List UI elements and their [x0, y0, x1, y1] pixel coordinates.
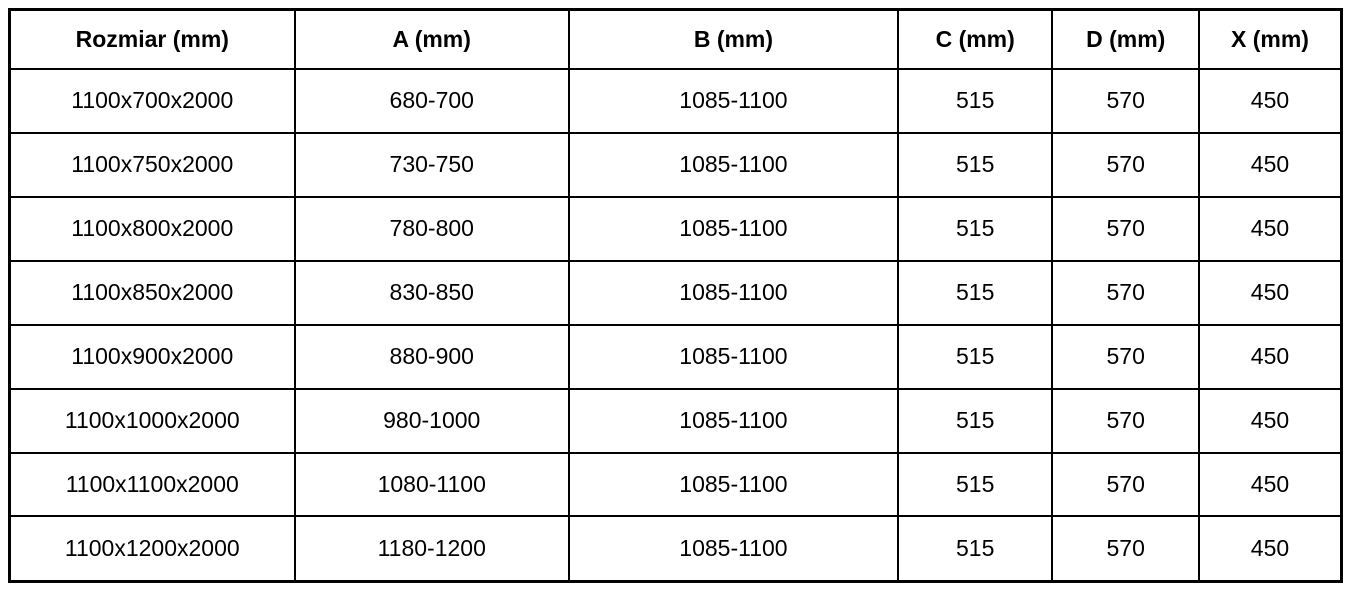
cell-rozmiar: 1100x700x2000: [10, 69, 295, 133]
cell-d: 570: [1052, 197, 1199, 261]
cell-d: 570: [1052, 69, 1199, 133]
cell-d: 570: [1052, 453, 1199, 517]
cell-b: 1085-1100: [569, 325, 898, 389]
cell-rozmiar: 1100x900x2000: [10, 325, 295, 389]
cell-a: 1180-1200: [295, 516, 569, 581]
cell-b: 1085-1100: [569, 516, 898, 581]
cell-d: 570: [1052, 261, 1199, 325]
cell-c: 515: [898, 453, 1053, 517]
cell-b: 1085-1100: [569, 453, 898, 517]
cell-c: 515: [898, 133, 1053, 197]
column-header-b: B (mm): [569, 10, 898, 70]
cell-x: 450: [1199, 69, 1342, 133]
cell-c: 515: [898, 516, 1053, 581]
cell-b: 1085-1100: [569, 133, 898, 197]
cell-d: 570: [1052, 389, 1199, 453]
cell-x: 450: [1199, 516, 1342, 581]
table-row: [10, 325, 1342, 389]
table-row: [10, 69, 1342, 133]
column-header-rozmiar: Rozmiar (mm): [10, 10, 295, 70]
cell-c: 515: [898, 69, 1053, 133]
cell-b: 1085-1100: [569, 389, 898, 453]
column-header-a: A (mm): [295, 10, 569, 70]
cell-c: 515: [898, 325, 1053, 389]
cell-b: 1085-1100: [569, 261, 898, 325]
cell-rozmiar: 1100x800x2000: [10, 197, 295, 261]
cell-a: 980-1000: [295, 389, 569, 453]
column-header-c: C (mm): [898, 10, 1053, 70]
cell-b: 1085-1100: [569, 69, 898, 133]
cell-rozmiar: 1100x1200x2000: [10, 516, 295, 581]
cell-d: 570: [1052, 325, 1199, 389]
table-row: [10, 389, 1342, 453]
cell-a: 1080-1100: [295, 453, 569, 517]
table-row: [10, 261, 1342, 325]
cell-a: 730-750: [295, 133, 569, 197]
cell-c: 515: [898, 261, 1053, 325]
cell-rozmiar: 1100x1000x2000: [10, 389, 295, 453]
cell-rozmiar: 1100x1100x2000: [10, 453, 295, 517]
column-header-x: X (mm): [1199, 10, 1342, 70]
cell-rozmiar: 1100x850x2000: [10, 261, 295, 325]
cell-x: 450: [1199, 389, 1342, 453]
cell-a: 780-800: [295, 197, 569, 261]
table-row: [10, 516, 1342, 581]
cell-d: 570: [1052, 516, 1199, 581]
cell-b: 1085-1100: [569, 197, 898, 261]
header-row: [10, 10, 1342, 70]
cell-x: 450: [1199, 261, 1342, 325]
cell-x: 450: [1199, 133, 1342, 197]
cell-a: 830-850: [295, 261, 569, 325]
cell-a: 880-900: [295, 325, 569, 389]
cell-x: 450: [1199, 453, 1342, 517]
table-row: [10, 197, 1342, 261]
table-row: [10, 453, 1342, 517]
cell-x: 450: [1199, 197, 1342, 261]
cell-c: 515: [898, 197, 1053, 261]
cell-c: 515: [898, 389, 1053, 453]
column-header-d: D (mm): [1052, 10, 1199, 70]
cell-x: 450: [1199, 325, 1342, 389]
table-row: [10, 133, 1342, 197]
cell-a: 680-700: [295, 69, 569, 133]
cell-d: 570: [1052, 133, 1199, 197]
size-spec-table: [8, 8, 1343, 583]
cell-rozmiar: 1100x750x2000: [10, 133, 295, 197]
